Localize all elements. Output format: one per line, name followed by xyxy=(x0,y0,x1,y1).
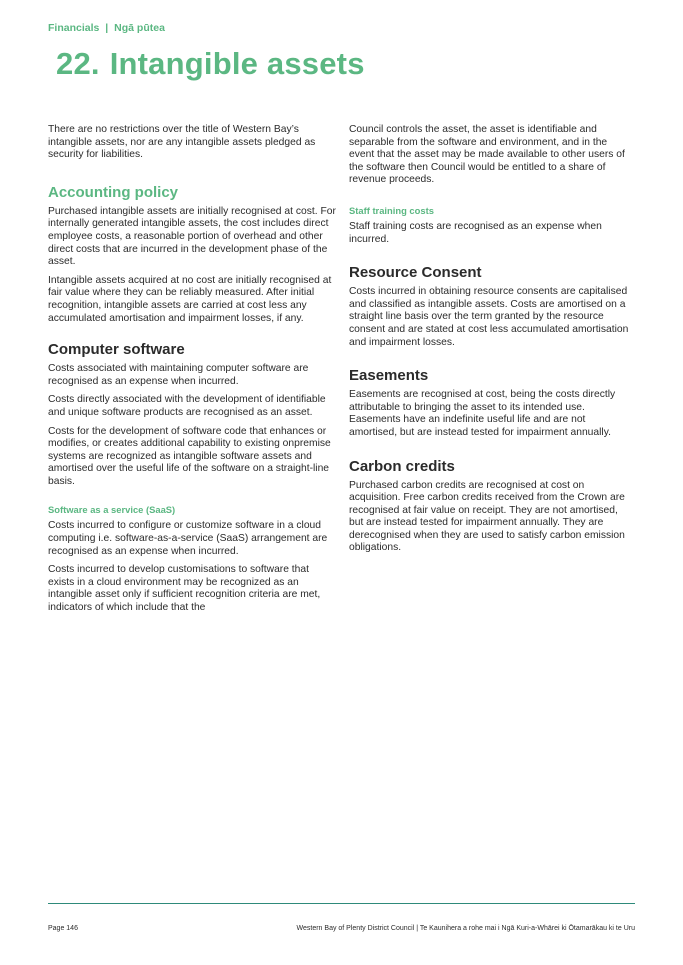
accounting-policy-heading: Accounting policy xyxy=(48,183,179,201)
easements-heading: Easements xyxy=(349,367,429,385)
resource-consent-heading: Resource Consent xyxy=(349,264,482,282)
accounting-paragraph-1: Purchased intangible assets are initially recognised at cost. For internally generated intangible assets, the cost includes direct employee costs, a reasonable portion of overhead and other direct costs that are incurred in the development phase of the asset. xyxy=(48,205,336,268)
footer-organisation: Western Bay of Plenty District Council | Te Kaunihera a rohe mai i Ngā Kuri-a-Whārei ki Ōtamarākau ki te Uru xyxy=(296,925,635,932)
right-column xyxy=(349,124,634,561)
carbon-credits-heading: Carbon credits xyxy=(349,457,455,475)
section-label-maori: Ngā pūtea xyxy=(114,22,165,34)
accounting-paragraph-2: Intangible assets acquired at no cost are initially recognised at fair value where they can be reliably measured. After initial recognition, intangible assets are carried at cost less any accumulated amortisation and impairment losses, if any. xyxy=(48,274,332,324)
staff-training-heading: Staff training costs xyxy=(349,204,434,216)
footer-divider xyxy=(48,903,635,904)
saas-paragraph-1: Costs incurred to configure or customize software in a cloud computing i.e. software-as-a-service (SaaS) arrangement are recognised as an expense when incurred. xyxy=(48,520,328,557)
saas-paragraph-2: Costs incurred to develop customisations to software that exists in a cloud environment may be recognized as an intangible asset only if sufficient recognition criteria are met, indicators of which include that the xyxy=(48,564,321,614)
saas-heading: Software as a service (SaaS) xyxy=(48,504,176,516)
easements-paragraph: Easements are recognised at cost, being the costs directly attributable to bringing the asset to its intended use. Easements have an indefinite useful life and are not amortised, but are instead tested for impairment annually. xyxy=(349,389,616,438)
software-paragraph-2: Costs directly associated with the development of identifiable and unique software products are recognised as an asset. xyxy=(48,394,326,418)
note-number: 22. xyxy=(56,46,100,81)
computer-software-heading: Computer software xyxy=(48,341,185,359)
note-title: Intangible assets xyxy=(109,46,365,81)
running-header xyxy=(48,22,165,34)
page-title xyxy=(56,46,365,82)
carbon-credits-paragraph: Purchased carbon credits are recognised at cost on acquisition. Free carbon credits received from the Crown are recognised at fair value on receipt. They are not amortised, but are instead tested for impairment annually. They are derecognised when they are used to satisfy carbon emission obligations. xyxy=(349,479,625,554)
staff-training-paragraph: Staff training costs are recognised as an expense when incurred. xyxy=(349,220,602,245)
page-number: Page 146 xyxy=(48,925,78,932)
header-separator: | xyxy=(105,22,109,34)
left-column xyxy=(48,124,336,621)
intro-paragraph: There are no restrictions over the title of Western Bay’s intangible assets, nor are any intangible assets pledged as security for liabilities. xyxy=(48,124,316,161)
resource-consent-paragraph: Costs incurred in obtaining resource consents are capitalised and classified as intangible assets. Costs are amortised on a straight line basis over the term granted by the resource consent and are stated at cost less accumulated amortisation and impairment losses. xyxy=(349,286,629,348)
section-label: Financials xyxy=(48,22,100,34)
saas-continued-paragraph: Council controls the asset, the asset is identifiable and separable from the software and environment, and in the event that the asset may be made available to other users of the software then Council would be entitled to a share of revenue proceeds. xyxy=(349,124,625,186)
software-paragraph-3: Costs for the development of software code that enhances or modifies, or creates additional capability to existing onpremise systems are recognized as intangible software assets and amortised over the useful life of the software on a straight-line basis. xyxy=(48,425,331,487)
software-paragraph-1: Costs associated with maintaining computer software are recognised as an expense when incurred. xyxy=(48,363,309,387)
